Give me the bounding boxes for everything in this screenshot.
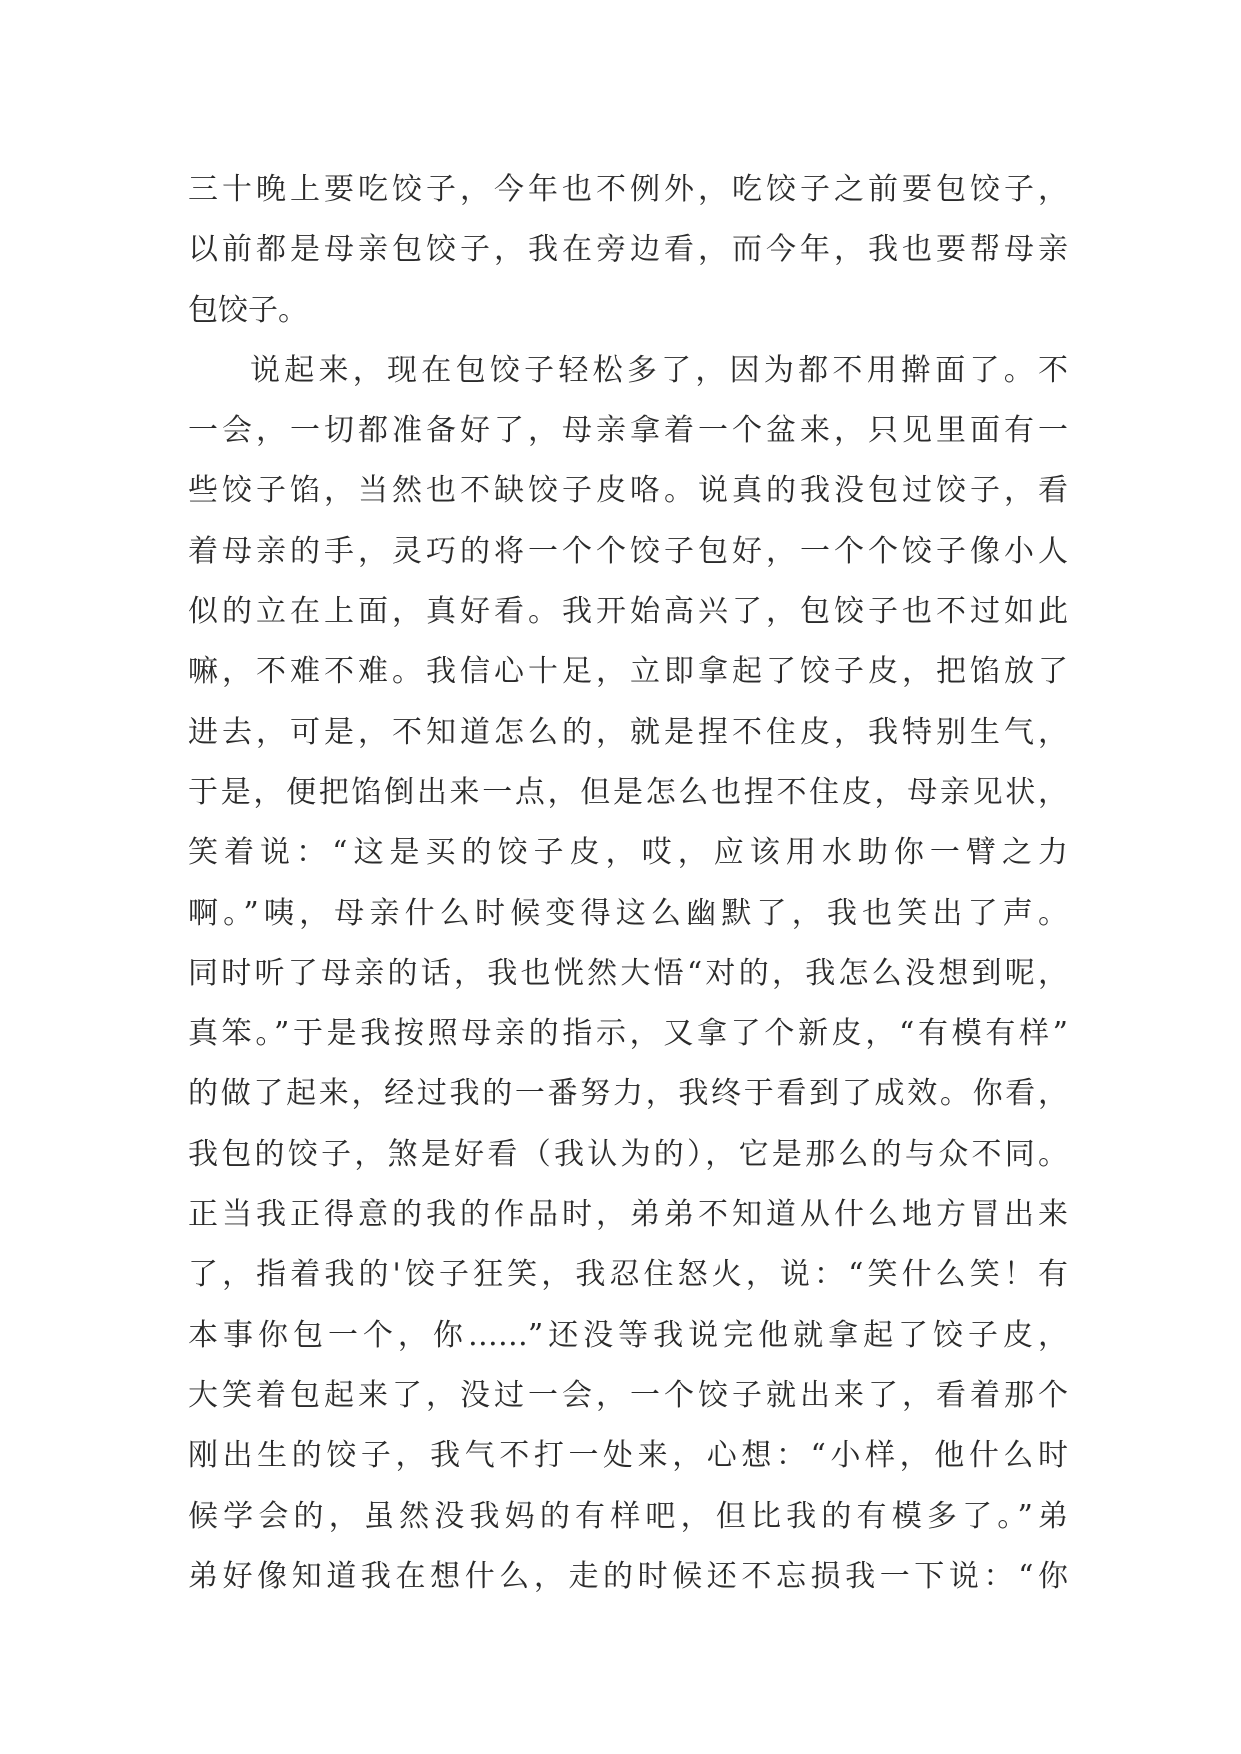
text-line: 笑着说：“这是买的饺子皮，哎，应该用水助你一臂之力 <box>188 835 1068 871</box>
text-line: 进去，可是，不知道怎么的，就是捏不住皮，我特别生气， <box>188 714 1068 750</box>
document-body <box>188 160 1068 1607</box>
text-line: 啊。”咦，母亲什么时候变得这么幽默了，我也笑出了声。 <box>188 895 1068 931</box>
text-line: 三十晚上要吃饺子，今年也不例外，吃饺子之前要包饺子， <box>188 172 1068 207</box>
text-line: 刚出生的饺子，我气不打一处来，心想：“小样，他什么时 <box>188 1438 1068 1474</box>
text-line: 正当我正得意的我的作品时，弟弟不知道从什么地方冒出来 <box>188 1197 1068 1233</box>
text-line: 的做了起来，经过我的一番努力，我终于看到了成效。你看， <box>188 1076 1068 1112</box>
text-line: 些饺子馅，当然也不缺饺子皮咯。说真的我没包过饺子，看 <box>188 473 1068 509</box>
text-line: 候学会的，虽然没我妈的有样吧，但比我的有模多了。”弟 <box>188 1498 1068 1534</box>
text-line: 嘛，不难不难。我信心十足，立即拿起了饺子皮，把馅放了 <box>188 654 1068 690</box>
paragraph-1 <box>188 160 1068 341</box>
text-line: 于是，便把馅倒出来一点，但是怎么也捏不住皮，母亲见状， <box>188 774 1068 810</box>
text-line: 似的立在上面，真好看。我开始高兴了，包饺子也不过如此 <box>188 594 1068 630</box>
paragraph-2 <box>188 341 1068 1607</box>
text-line: 包饺子。 <box>188 292 308 328</box>
text-line: 一会，一切都准备好了，母亲拿着一个盆来，只见里面有一 <box>188 413 1068 449</box>
text-line: 着母亲的手，灵巧的将一个个饺子包好，一个个饺子像小人 <box>188 533 1068 569</box>
text-line: 说起来，现在包饺子轻松多了，因为都不用擀面了。不 <box>250 352 1068 388</box>
text-line: 我包的饺子，煞是好看（我认为的），它是那么的与众不同。 <box>188 1136 1068 1172</box>
text-line: 本事你包一个，你……”还没等我说完他就拿起了饺子皮， <box>188 1317 1068 1353</box>
text-line: 了，指着我的'饺子狂笑，我忍住怒火，说：“笑什么笑！有 <box>188 1257 1068 1293</box>
text-line: 同时听了母亲的话，我也恍然大悟“对的，我怎么没想到呢， <box>188 955 1068 991</box>
text-line: 以前都是母亲包饺子，我在旁边看，而今年，我也要帮母亲 <box>188 232 1068 268</box>
text-line: 弟好像知道我在想什么，走的时候还不忘损我一下说：“你 <box>188 1558 1068 1594</box>
text-line: 大笑着包起来了，没过一会，一个饺子就出来了，看着那个 <box>188 1377 1068 1413</box>
text-line: 真笨。”于是我按照母亲的指示，又拿了个新皮，“有模有样” <box>188 1016 1068 1052</box>
